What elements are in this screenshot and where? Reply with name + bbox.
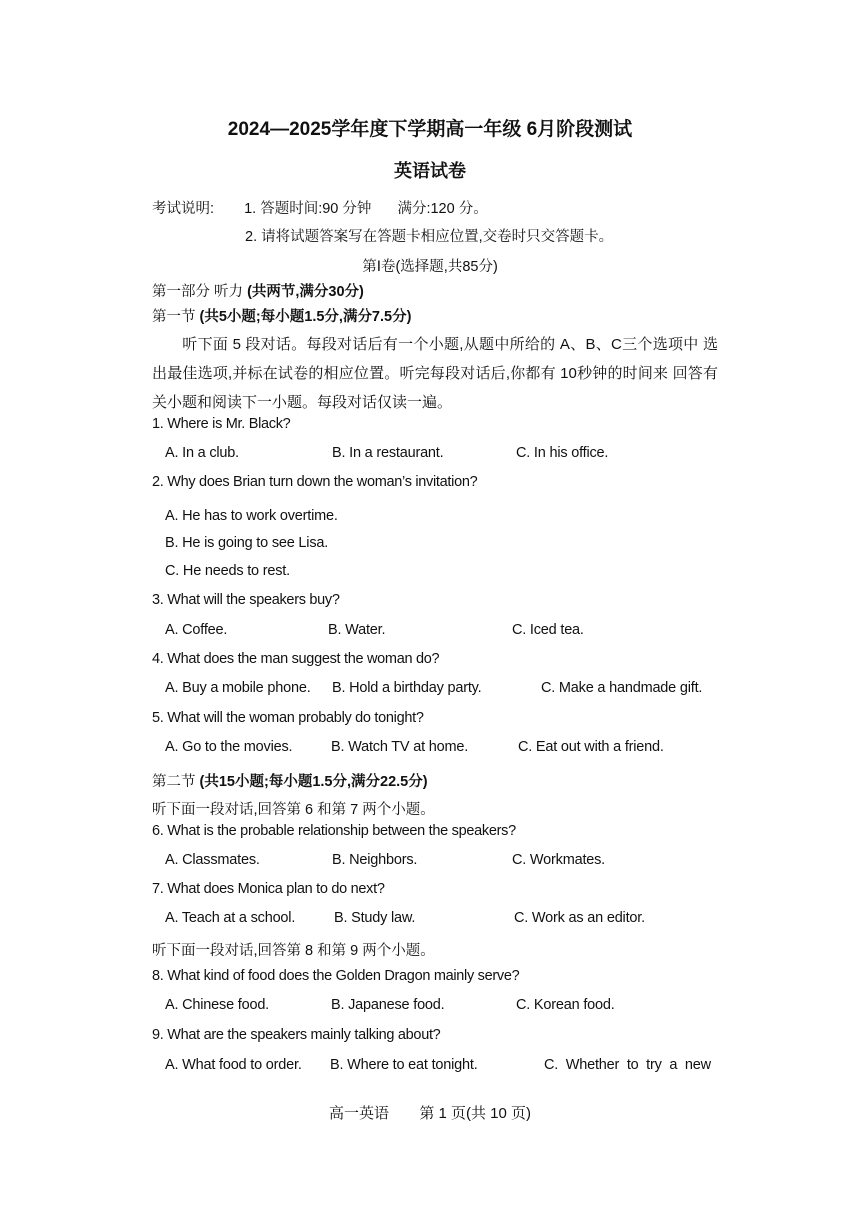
footer-subject: 高一英语	[328, 1105, 389, 1122]
question-4-option-a: A. Buy a mobile phone.	[165, 680, 311, 696]
question-7-option-c: C. Work as an editor.	[514, 910, 645, 926]
question-1-stem: 1. Where is Mr. Black?	[152, 416, 291, 432]
exam-subtitle: 英语试卷	[394, 161, 466, 181]
section2-label: 第二节	[152, 774, 196, 790]
question-9-option-c: C. Whether to try a new	[544, 1057, 711, 1073]
part1-heading	[152, 280, 364, 301]
section1-detail: (共5小题;每小题1.5分,满分7.5分)	[199, 309, 412, 325]
question-3-option-a: A. Coffee.	[165, 622, 228, 638]
instruction-2-number: 2.	[245, 229, 258, 245]
question-2-option-c: C. He needs to rest.	[165, 563, 290, 579]
section2-detail: (共15小题;每小题1.5分,满分22.5分)	[199, 774, 428, 790]
instruction-2-text: 请将试题答案写在答题卡相应位置,交卷时只交答题卡。	[261, 229, 614, 245]
section2-direction-2: 听下面一段对话,回答第 8 和第 9 两个小题。	[152, 943, 435, 959]
question-6-option-c: C. Workmates.	[512, 852, 606, 868]
question-9-stem: 9. What are the speakers mainly talking about?	[152, 1027, 441, 1043]
section1-directions	[152, 330, 718, 417]
section1-heading	[152, 305, 411, 326]
page-footer	[0, 1102, 860, 1123]
question-3-option-b: B. Water.	[328, 622, 386, 638]
instructions-line-1	[152, 197, 488, 218]
section1-label: 第一节	[152, 309, 196, 325]
question-1-option-b: B. In a restaurant.	[332, 445, 444, 461]
question-5-option-a: A. Go to the movies.	[165, 739, 293, 755]
question-6-stem: 6. What is the probable relationship between the speakers?	[152, 823, 516, 839]
question-6-option-b: B. Neighbors.	[332, 852, 418, 868]
question-4-option-c: C. Make a handmade gift.	[541, 680, 703, 696]
part1-label: 第一部分 听力	[152, 284, 244, 300]
part1-detail: (共两节,满分30分)	[247, 284, 364, 300]
section1-directions-text: 听下面 5 段对话。每段对话后有一个小题,从题中所给的 A、B、C三个选项中 选出最佳选项,并标在试卷的相应位置。听完每段对话后,你都有 10秒钟的时间来 回答有关小题和阅读下一小题。每段对话仅读一遍。	[152, 336, 718, 411]
question-3-stem: 3. What will the speakers buy?	[152, 592, 340, 608]
question-4-stem: 4. What does the man suggest the woman do?	[152, 651, 440, 667]
question-9-option-a: A. What food to order.	[165, 1057, 302, 1073]
instruction-1-number: 1.	[244, 201, 257, 217]
instruction-1-time: 答题时间:90 分钟	[260, 201, 372, 217]
instructions-line-2	[245, 225, 613, 246]
question-8-stem: 8. What kind of food does the Golden Dragon mainly serve?	[152, 968, 520, 984]
question-8-option-a: A. Chinese food.	[165, 997, 270, 1013]
question-7-option-a: A. Teach at a school.	[165, 910, 296, 926]
instructions-label: 考试说明:	[152, 201, 215, 217]
question-1-option-a: A. In a club.	[165, 445, 239, 461]
section2-heading	[152, 770, 428, 791]
question-8-option-b: B. Japanese food.	[331, 997, 445, 1013]
volume-header: 第Ⅰ卷(选择题,共85分)	[362, 259, 498, 275]
question-9-option-b: B. Where to eat tonight.	[330, 1057, 478, 1073]
question-5-stem: 5. What will the woman probably do tonight?	[152, 710, 424, 726]
question-2-option-a: A. He has to work overtime.	[165, 508, 338, 524]
question-6-option-a: A. Classmates.	[165, 852, 260, 868]
question-7-stem: 7. What does Monica plan to do next?	[152, 881, 385, 897]
question-2-option-b: B. He is going to see Lisa.	[165, 535, 329, 551]
footer-page-number: 第 1 页(共 10 页)	[419, 1105, 532, 1122]
question-5-option-b: B. Watch TV at home.	[331, 739, 469, 755]
exam-title: 2024—2025学年度下学期高一年级 6月阶段测试	[227, 119, 633, 140]
question-5-option-c: C. Eat out with a friend.	[518, 739, 664, 755]
section2-direction-1: 听下面一段对话,回答第 6 和第 7 两个小题。	[152, 802, 435, 818]
question-7-option-b: B. Study law.	[334, 910, 416, 926]
question-4-option-b: B. Hold a birthday party.	[332, 680, 482, 696]
question-1-option-c: C. In his office.	[516, 445, 609, 461]
question-2-stem: 2. Why does Brian turn down the woman’s invitation?	[152, 474, 478, 490]
question-3-option-c: C. Iced tea.	[512, 622, 584, 638]
question-8-option-c: C. Korean food.	[516, 997, 615, 1013]
instruction-1-score: 满分:120 分。	[397, 201, 488, 217]
